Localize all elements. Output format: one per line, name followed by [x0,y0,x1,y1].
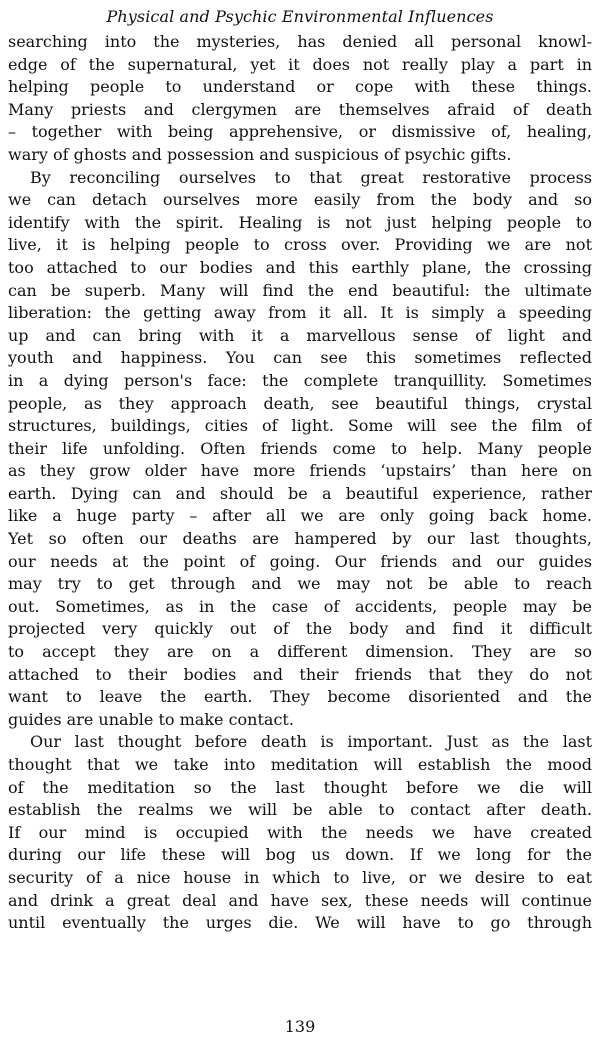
text-line: edge of the supernatural, yet it does not really play a part in [8,54,592,74]
text-line: until eventually the urges die. We will have to go through [8,913,592,933]
running-head: Physical and Psychic Environmental Influences [106,7,494,26]
text-line: out. Sometimes, as in the case of accidents, people may be [8,596,592,616]
paragraph-start-line: Our last thought before death is important. Just as the last [30,732,592,752]
text-line: as they grow older have more friends ‘upstairs’ than here on [8,461,592,481]
text-line: we can detach ourselves more easily from the body and so [8,190,592,210]
text-line: people, as they approach death, see beautiful things, crystal [8,393,592,413]
paragraph-start-line: By reconciling ourselves to that great restorative process [30,167,592,187]
text-line: their life unfolding. Often friends come to help. Many people [8,438,592,458]
text-line: thought that we take into meditation will establish the mood [8,755,592,774]
text-line: guides are unable to make contact. [8,709,294,729]
text-line: in a dying person's face: the complete tranquillity. Sometimes [8,370,592,390]
text-line: during our life these will bog us down. If we long for the [8,845,592,865]
text-line: Many priests and clergymen are themselves afraid of death [8,99,592,119]
text-line: earth. Dying can and should be a beautiful experience, rather [8,483,592,503]
text-line: to accept they are on a different dimension. They are so [8,642,592,662]
text-line: attached to their bodies and their friends that they do not [8,664,592,684]
text-line: may try to get through and we may not be able to reach [8,574,592,594]
text-line: If our mind is occupied with the needs we have created [8,822,592,842]
text-line: Yet so often our deaths are hampered by our last thoughts, [8,529,592,549]
text-line: structures, buildings, cities of light. Some will see the film of [8,416,592,436]
text-line: helping people to understand or cope with these things. [8,77,592,97]
text-line: too attached to our bodies and this earthly plane, the crossing [8,257,592,277]
text-line: – together with being apprehensive, or dismissive of, healing, [8,122,592,142]
text-line: and drink a great deal and have sex, these needs will continue [8,890,592,910]
text-line: want to leave the earth. They become disoriented and the [8,687,592,707]
text-line: of the meditation so the last thought before we die will [8,777,592,797]
text-line: like a huge party – after all we are only going back home. [8,506,592,526]
body-text [8,31,592,935]
text-line: establish the realms we will be able to contact after death. [8,800,592,820]
text-line: our needs at the point of going. Our friends and our guides [8,551,592,571]
text-line: projected very quickly out of the body and find it difficult [8,619,592,639]
text-line: security of a nice house in which to live, or we desire to eat [8,867,592,887]
text-line: searching into the mysteries, has denied all personal knowl- [8,32,592,51]
text-line: identify with the spirit. Healing is not just helping people to [8,212,592,232]
text-line: can be superb. Many will find the end beautiful: the ultimate [8,280,592,300]
text-line: up and can bring with it a marvellous sense of light and [8,325,592,345]
text-line: wary of ghosts and possession and suspicious of psychic gifts. [8,144,512,164]
page-number: 139 [284,1017,316,1036]
text-line: youth and happiness. You can see this sometimes reflected [8,348,592,368]
text-line: live, it is helping people to cross over. Providing we are not [8,235,592,255]
text-line: liberation: the getting away from it all. It is simply a speeding [8,303,592,323]
